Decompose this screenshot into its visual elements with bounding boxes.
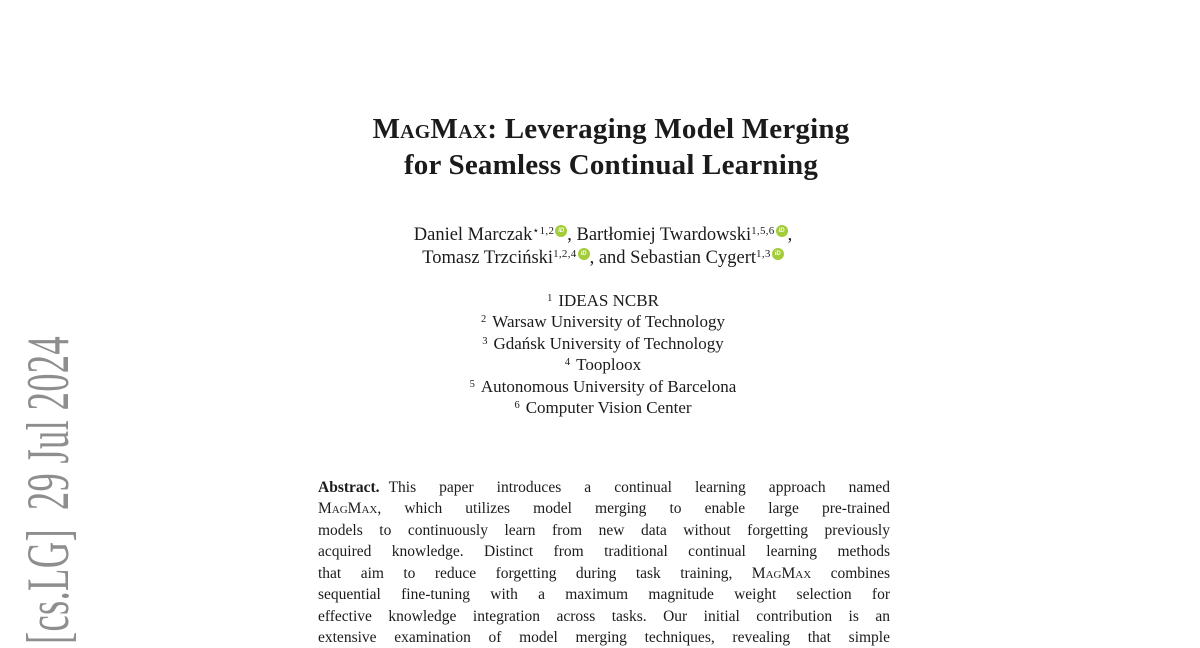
abstract-text: This paper introduces a continual learning approach named	[388, 479, 890, 496]
affiliation-line	[318, 397, 888, 418]
abstract-text: effective knowledge integration across tasks. Our initial contribution is an	[318, 607, 890, 625]
author-line-2	[312, 247, 894, 270]
author-block	[312, 224, 894, 270]
abstract-text: extensive examination of model merging techniques, revealing that simple	[318, 629, 890, 647]
abstract-text: models to continuously learn from new data without forgetting previously	[318, 521, 890, 539]
title-line-2: for Seamless Continual Learning	[403, 149, 819, 181]
magmax-smallcaps: MagMax	[318, 500, 378, 518]
orcid-id-text: iD	[774, 251, 781, 257]
abstract-text: , which utilizes model merging to enable large pre-trained	[377, 500, 890, 518]
abstract-line	[318, 606, 890, 627]
affiliation-number: 5	[469, 378, 475, 390]
author-affiliation-sup: 1,2,4	[553, 248, 577, 260]
author-name: Tomasz Trzciński	[422, 248, 554, 268]
abstract-text: combines	[811, 564, 890, 582]
title-line-1-rest: : Leveraging Model Merging	[487, 113, 850, 145]
arxiv-stamp: [cs.LG] 29 Jul 2024	[15, 335, 81, 644]
affiliation-number: 2	[481, 314, 487, 326]
author-line-1	[312, 224, 894, 247]
affiliation-number: 1	[547, 293, 553, 304]
affiliation-block	[318, 290, 888, 418]
abstract-line	[318, 498, 890, 519]
affiliation-name: Computer Vision Center	[525, 398, 692, 418]
abstract-line	[318, 520, 890, 541]
affiliation-line	[318, 333, 888, 354]
magmax-smallcaps: MagMax	[751, 564, 812, 582]
affiliation-number: 3	[482, 335, 488, 347]
abstract-line	[318, 627, 890, 648]
abstract-text: acquired knowledge. Distinct from traditional continual learning methods	[318, 543, 890, 561]
abstract-block	[318, 477, 890, 648]
orcid-id-text: iD	[558, 228, 565, 234]
author-name: Sebastian Cygert	[630, 248, 757, 268]
abstract-label: Abstract.	[318, 479, 380, 496]
paper-title	[326, 111, 896, 183]
orcid-id-text: iD	[580, 251, 587, 257]
orcid-icon[interactable]	[776, 225, 788, 237]
affiliation-name: Autonomous University of Barcelona	[480, 376, 737, 396]
affiliation-line	[318, 354, 888, 375]
affiliation-name: Warsaw University of Technology	[492, 312, 725, 332]
author-affiliation-sup: 1,5,6	[751, 225, 775, 237]
title-magmax-smallcaps: MagMax	[372, 113, 488, 145]
author-name: Daniel Marczak	[413, 225, 533, 245]
affiliation-line	[318, 311, 888, 332]
abstract-line	[318, 477, 890, 498]
author-separator: ,	[567, 225, 577, 245]
affiliation-name: IDEAS NCBR	[558, 291, 659, 310]
orcid-icon[interactable]	[772, 248, 784, 260]
author-separator: ,	[787, 225, 793, 245]
affiliation-name: Tooploox	[576, 355, 642, 375]
author-affiliation-sup: ⋆1,2	[532, 225, 555, 237]
affiliation-number: 4	[564, 357, 571, 369]
abstract-line	[318, 563, 890, 584]
abstract-text: that aim to reduce forgetting during task training,	[318, 564, 752, 582]
abstract-line	[318, 584, 890, 605]
abstract-line	[318, 541, 890, 562]
author-affiliation-sup: 1,3	[756, 248, 771, 260]
orcid-icon[interactable]	[578, 248, 590, 260]
abstract-text: sequential fine-tuning with a maximum magnitude weight selection for	[318, 586, 890, 604]
affiliation-number: 6	[514, 400, 520, 412]
author-separator: , and	[589, 248, 631, 268]
orcid-id-text: iD	[778, 228, 785, 234]
affiliation-line	[318, 290, 888, 311]
author-name: Bartłomiej Twardowski	[576, 225, 752, 245]
orcid-icon[interactable]	[555, 225, 567, 237]
affiliation-line	[318, 376, 888, 397]
affiliation-name: Gdańsk University of Technology	[493, 333, 724, 353]
title-line-1	[326, 111, 896, 147]
